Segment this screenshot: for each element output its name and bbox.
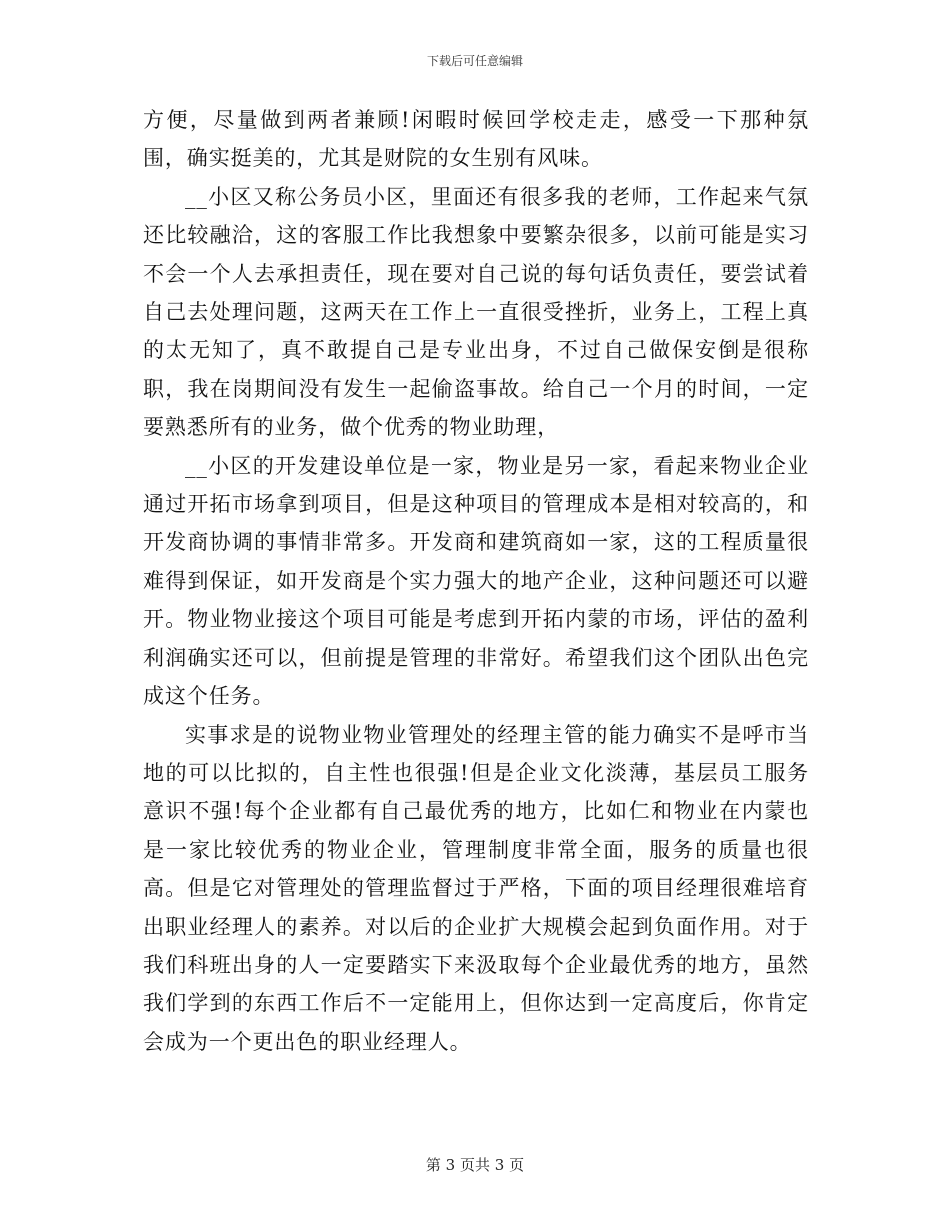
paragraph-continued: 方便，尽量做到两者兼顾!闲暇时候回学校走走，感受一下那种氛围，确实挺美的，尤其是财院的女生别有风味。: [143, 108, 809, 171]
paragraph-developer: __小区的开发建设单位是一家，物业是另一家，看起来物业企业通过开拓市场拿到项目，但是这种项目的管理成本是相对较高的，和开发商协调的事情非常多。开发商和建筑商如一家，这的工程质量很难得到保证，如开发商是个实力强大的地产企业，这种问题还可以避开。物业物业接这个项目可能是考虑到开拓内蒙的市场，评估的盈利利润确实还可以，但前提是管理的非常好。希望我们这个团队出色完成这个任务。: [143, 453, 809, 709]
document-body: [143, 101, 809, 1061]
paragraph-community-service: __小区又称公务员小区，里面还有很多我的老师，工作起来气氛还比较融洽，这的客服工作比我想象中要繁杂很多，以前可能是实习不会一个人去承担责任，现在要对自己说的每句话负责任，要尝试着自己去处理问题，这两天在工作上一直很受挫折，业务上，工程上真的太无知了，真不敢提自己是专业出身，不过自己做保安倒是很称职，我在岗期间没有发生一起偷盗事故。给自己一个月的时间，一定要熟悉所有的业务，做个优秀的物业助理，: [143, 184, 809, 440]
page-header: 下载后可任意编辑: [426, 54, 523, 68]
paragraph-management: 实事求是的说物业物业管理处的经理主管的能力确实不是呼市当地的可以比拟的，自主性也很强!但是企业文化淡薄，基层员工服务意识不强!每个企业都有自己最优秀的地方，比如仁和物业在内蒙也是一家比较优秀的物业企业，管理制度非常全面，服务的质量也很高。但是它对管理处的管理监督过于严格，下面的项目经理很难培育出职业经理人的素养。对以后的企业扩大规模会起到负面作用。对于我们科班出身的人一定要踏实下来汲取每个企业最优秀的地方，虽然我们学到的东西工作后不一定能用上，但你达到一定高度后，你肯定会成为一个更出色的职业经理人。: [143, 722, 809, 1054]
page-number: 第 3 页共 3 页: [425, 1156, 525, 1174]
